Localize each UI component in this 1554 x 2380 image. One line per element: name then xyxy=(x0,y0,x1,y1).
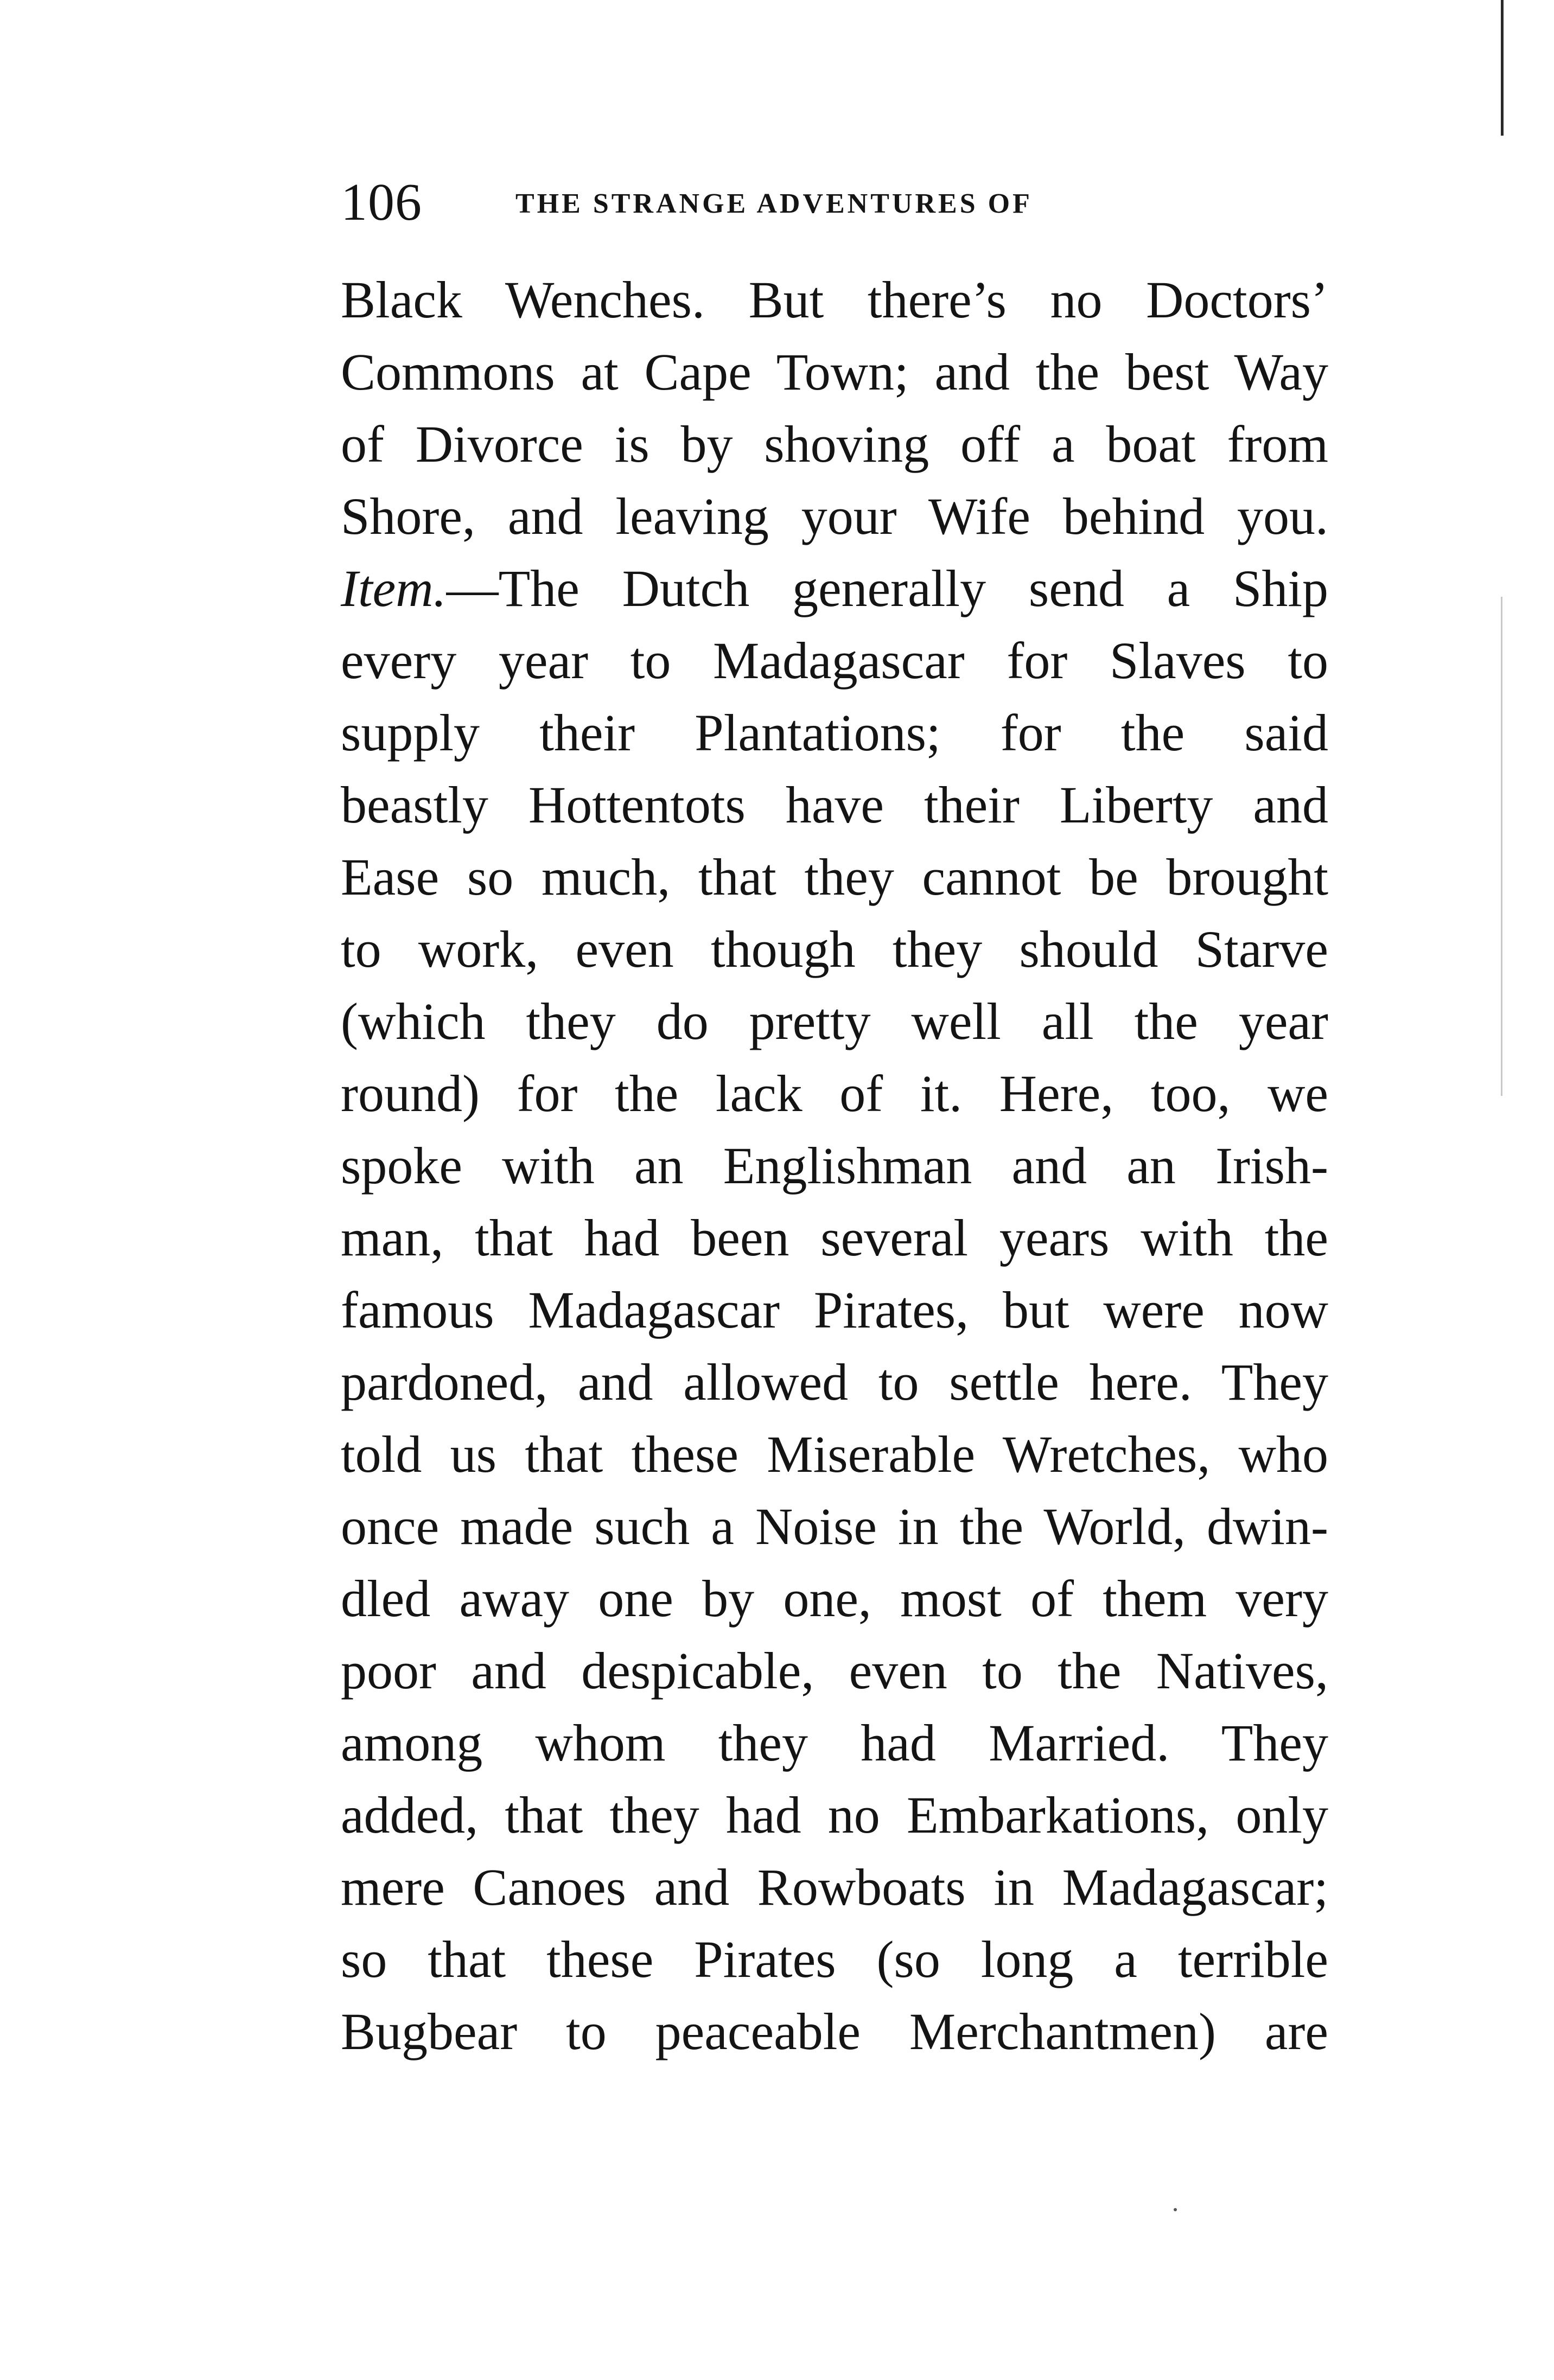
text-line: added, that they had no Embarkations, only xyxy=(341,1786,1328,1844)
text-line: to work, even though they should Starve xyxy=(341,920,1328,978)
text-line: poor and despicable, even to the Natives, xyxy=(341,1642,1328,1700)
text-line: Item.—The Dutch generally send a Ship xyxy=(341,559,1328,617)
text-line: beastly Hottentots have their Liberty and xyxy=(341,776,1328,834)
text-line: Bugbear to peaceable Merchantmen) are xyxy=(341,2002,1328,2060)
page-edge-shadow xyxy=(1501,597,1502,1096)
text-line: among whom they had Married. They xyxy=(341,1714,1328,1772)
italic-word: Item. xyxy=(341,559,447,617)
text-line: told us that these Miserable Wretches, who xyxy=(341,1425,1328,1483)
text-line: Commons at Cape Town; and the best Way xyxy=(341,343,1328,401)
page-number: 106 xyxy=(341,173,422,232)
paper-speck xyxy=(1174,2208,1177,2211)
running-title: THE STRANGE ADVENTURES OF xyxy=(515,188,1033,219)
text-line: man, that had been several years with the xyxy=(341,1209,1328,1267)
page-header xyxy=(341,173,1328,232)
text-line: round) for the lack of it. Here, too, we xyxy=(341,1064,1328,1122)
text-line: (which they do pretty well all the year xyxy=(341,992,1328,1050)
text-line: dled away one by one, most of them very xyxy=(341,1569,1328,1628)
text-line: every year to Madagascar for Slaves to xyxy=(341,631,1328,690)
text-line: famous Madagascar Pirates, but were now xyxy=(341,1281,1328,1339)
text-line: spoke with an Englishman and an Irish- xyxy=(341,1137,1328,1195)
text-line: mere Canoes and Rowboats in Madagascar; xyxy=(341,1858,1328,1916)
text-line: pardoned, and allowed to settle here. They xyxy=(341,1353,1328,1411)
text-line: Black Wenches. But there’s no Doctors’ xyxy=(341,271,1328,329)
body-text xyxy=(341,264,1328,2068)
text-line: supply their Plantations; for the said xyxy=(341,704,1328,762)
text-line: once made such a Noise in the World, dwin- xyxy=(341,1497,1328,1555)
text-line: Shore, and leaving your Wife behind you. xyxy=(341,487,1328,545)
text-line: of Divorce is by shoving off a boat from xyxy=(341,415,1328,473)
text-line: so that these Pirates (so long a terrible xyxy=(341,1930,1328,1988)
page-edge-line xyxy=(1501,0,1504,136)
text-line: Ease so much, that they cannot be brought xyxy=(341,848,1328,906)
